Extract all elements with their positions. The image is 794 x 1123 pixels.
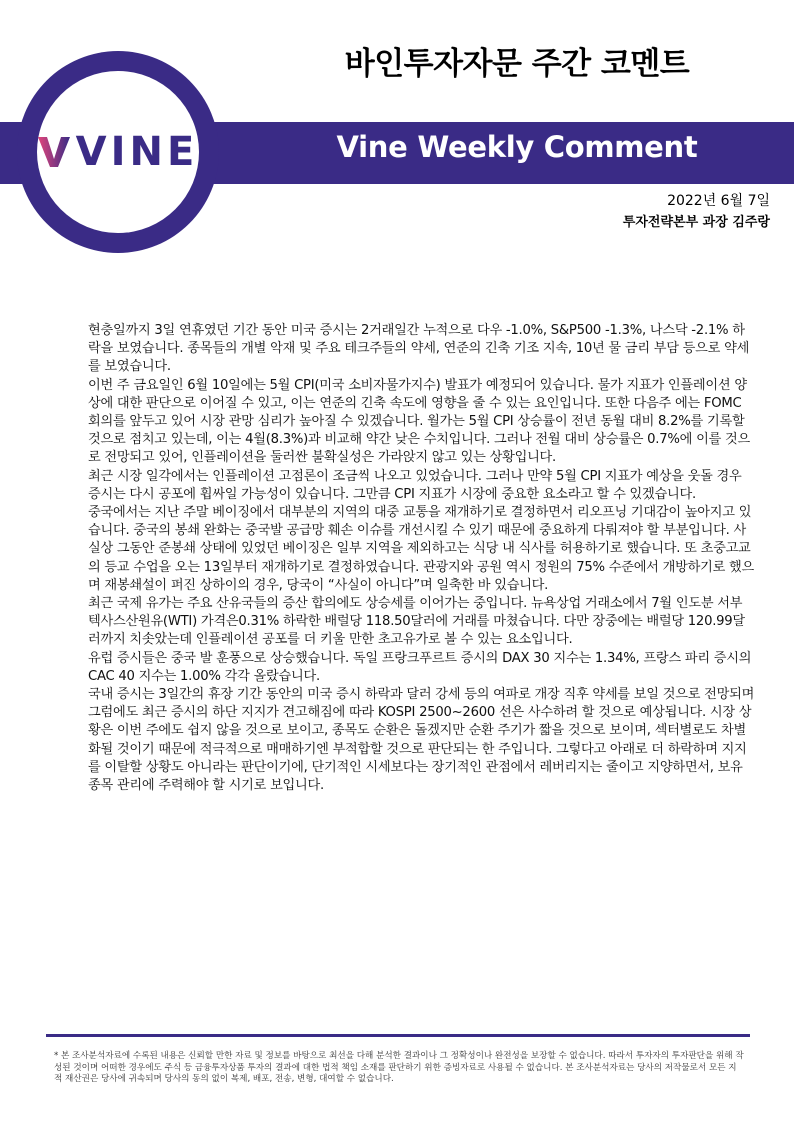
logo-wordmark xyxy=(38,129,199,175)
paragraph: 국내 증시는 3일간의 휴장 기간 동안의 미국 증시 하락과 달러 강세 등의 여파로 개장 직후 약세를 보일 것으로 전망되며 그럼에도 최근 증시의 하단 지지가 견고해짐에 따라 KOSPI 2500~2600 선은 사수하려 할 것으로 예상됩니다. 시장 상황은 이번 주에도 쉽지 않을 것으로 보이고, 종목도 순환은 돌겠지만 순환 주기가 짧을 것으로 보이며, 섹터별로도 차별화될 것이기 때문에 적극적으로 매매하기엔 부적합할 것으로 판단되는 한 주입니다. 그렇다고 아래로 더 하락하며 지지를 이탈할 상황도 아니라는 판단이기에, 단기적인 시세보다는 장기적인 관점에서 레버리지는 줄이고 지양하면서, 보유 종목 관리에 주력해야 할 시기로 보입니다. xyxy=(88,687,755,794)
paragraph: 중국에서는 지난 주말 베이징에서 대부분의 지역의 대중 교통을 재개하기로 결정하면서 리오프닝 기대감이 높아지고 있습니다. 중국의 봉쇄 완화는 중국발 공급망 훼손 이슈를 개선시킬 수 있기 때문에 중요하게 다뤄져야 할 부분입니다. 사실상 그동안 준봉쇄 상태에 있었던 베이징은 일부 지역을 제외하고는 식당 내 식사를 허용하기로 했습니다. 또 초중고교의 등교 수업을 오는 13일부터 재개하기로 결정하였습니다. 관광지와 공원 역시 정원의 75% 수준에서 개방하기로 했으며 재봉쇄설이 퍼진 상하이의 경우, 당국이 “사실이 아니다”며 일축한 바 있습니다. xyxy=(88,505,754,593)
page-title: 바인투자자문 주간 코멘트 xyxy=(344,46,690,82)
disclaimer: * 본 조사분석자료에 수록된 내용은 신뢰할 만한 자료 및 정보를 바탕으로 최선을 다해 분석한 결과이나 그 정확성이나 완전성을 보장할 수 없습니다. 따라서 투자자의 투자판단을 위해 작성된 것이며 어떠한 경우에도 주식 등 금융투자상품 투자의 결과에 대한 법적 책임 소재를 판단하기 위한 증빙자료로 사용될 수 없습니다. 본 조사분석자료는 당사의 저작물로서 모든 지적 재산권은 당사에 귀속되며 당사의 동의 없이 복제, 배포, 전송, 변형, 대여할 수 없습니다. xyxy=(54,1051,744,1085)
page-subtitle: Vine Weekly Comment xyxy=(336,130,698,164)
paragraph: 유럽 증시들은 중국 발 훈풍으로 상승했습니다. 독일 프랑크푸르트 증시의 DAX 30 지수는 1.34%, 프랑스 파리 증시의 CAC 40 지수는 1.00% 각각 올랐습니다. xyxy=(88,650,752,684)
logo-text: VINE xyxy=(75,129,199,175)
paragraph: 이번 주 금요일인 6월 10일에는 5월 CPI(미국 소비자물가지수) 발표가 예정되어 있습니다. 물가 지표가 인플레이션 양상에 대한 판단으로 이어질 수 있고, 이는 연준의 긴축 속도에 영향을 줄 수 있는 요인입니다. 또한 다음주 에는 FOMC 회의를 앞두고 있어 시장 관망 심리가 높아질 수 있겠습니다. 월가는 5월 CPI 상승률이 전년 동월 대비 8.2%를 기록할 것으로 점치고 있는데, 이는 4월(8.3%)과 비교해 약간 낮은 수치입니다. 그러나 전월 대비 상승률은 0.7%에 이를 것으로 전망되고 있어, 인플레이션을 둘러싼 불확실성은 가라앉지 않고 있는 상황입니다. xyxy=(88,377,751,466)
footer-divider xyxy=(46,1034,750,1037)
logo-v-icon xyxy=(38,135,70,169)
paragraph: 현충일까지 3일 연휴였던 기간 동안 미국 증시는 2거래일간 누적으로 다우 -1.0%, S&P500 -1.3%, 나스닥 -2.1% 하락을 보였습니다. 종목들의 개별 악재 및 주요 테크주들의 약세, 연준의 긴축 기조 지속, 10년 물 금리 부담 등으로 약세를 보였습니다. xyxy=(88,323,750,375)
document-meta xyxy=(623,190,770,234)
publish-date: 2022년 6월 7일 xyxy=(667,193,770,209)
paragraph: 최근 국제 유가는 주요 산유국들의 증산 합의에도 상승세를 이어가는 중입니다. 뉴욕상업 거래소에서 7월 인도분 서부 텍사스산원유(WTI) 가격은0.31% 하락한 배럴당 118.50달러에 거래를 마쳤습니다. 다만 장중에는 배럴당 120.99달러까지 치솟았는데 인플레이션 공포를 더 키울 만한 초고유가로 볼 수 있는 요소입니다. xyxy=(88,596,745,648)
paragraph: 최근 시장 일각에서는 인플레이션 고점론이 조금씩 나오고 있었습니다. 그러나 만약 5월 CPI 지표가 예상을 웃돌 경우 증시는 다시 공포에 휩싸일 가능성이 있습니다. 그만큼 CPI 지표가 시장에 중요한 요소라고 할 수 있겠습니다. xyxy=(88,468,742,502)
article-body xyxy=(88,322,756,795)
author: 투자전략본부 과장 김주랑 xyxy=(622,215,770,230)
header xyxy=(0,0,794,230)
logo xyxy=(37,71,199,233)
